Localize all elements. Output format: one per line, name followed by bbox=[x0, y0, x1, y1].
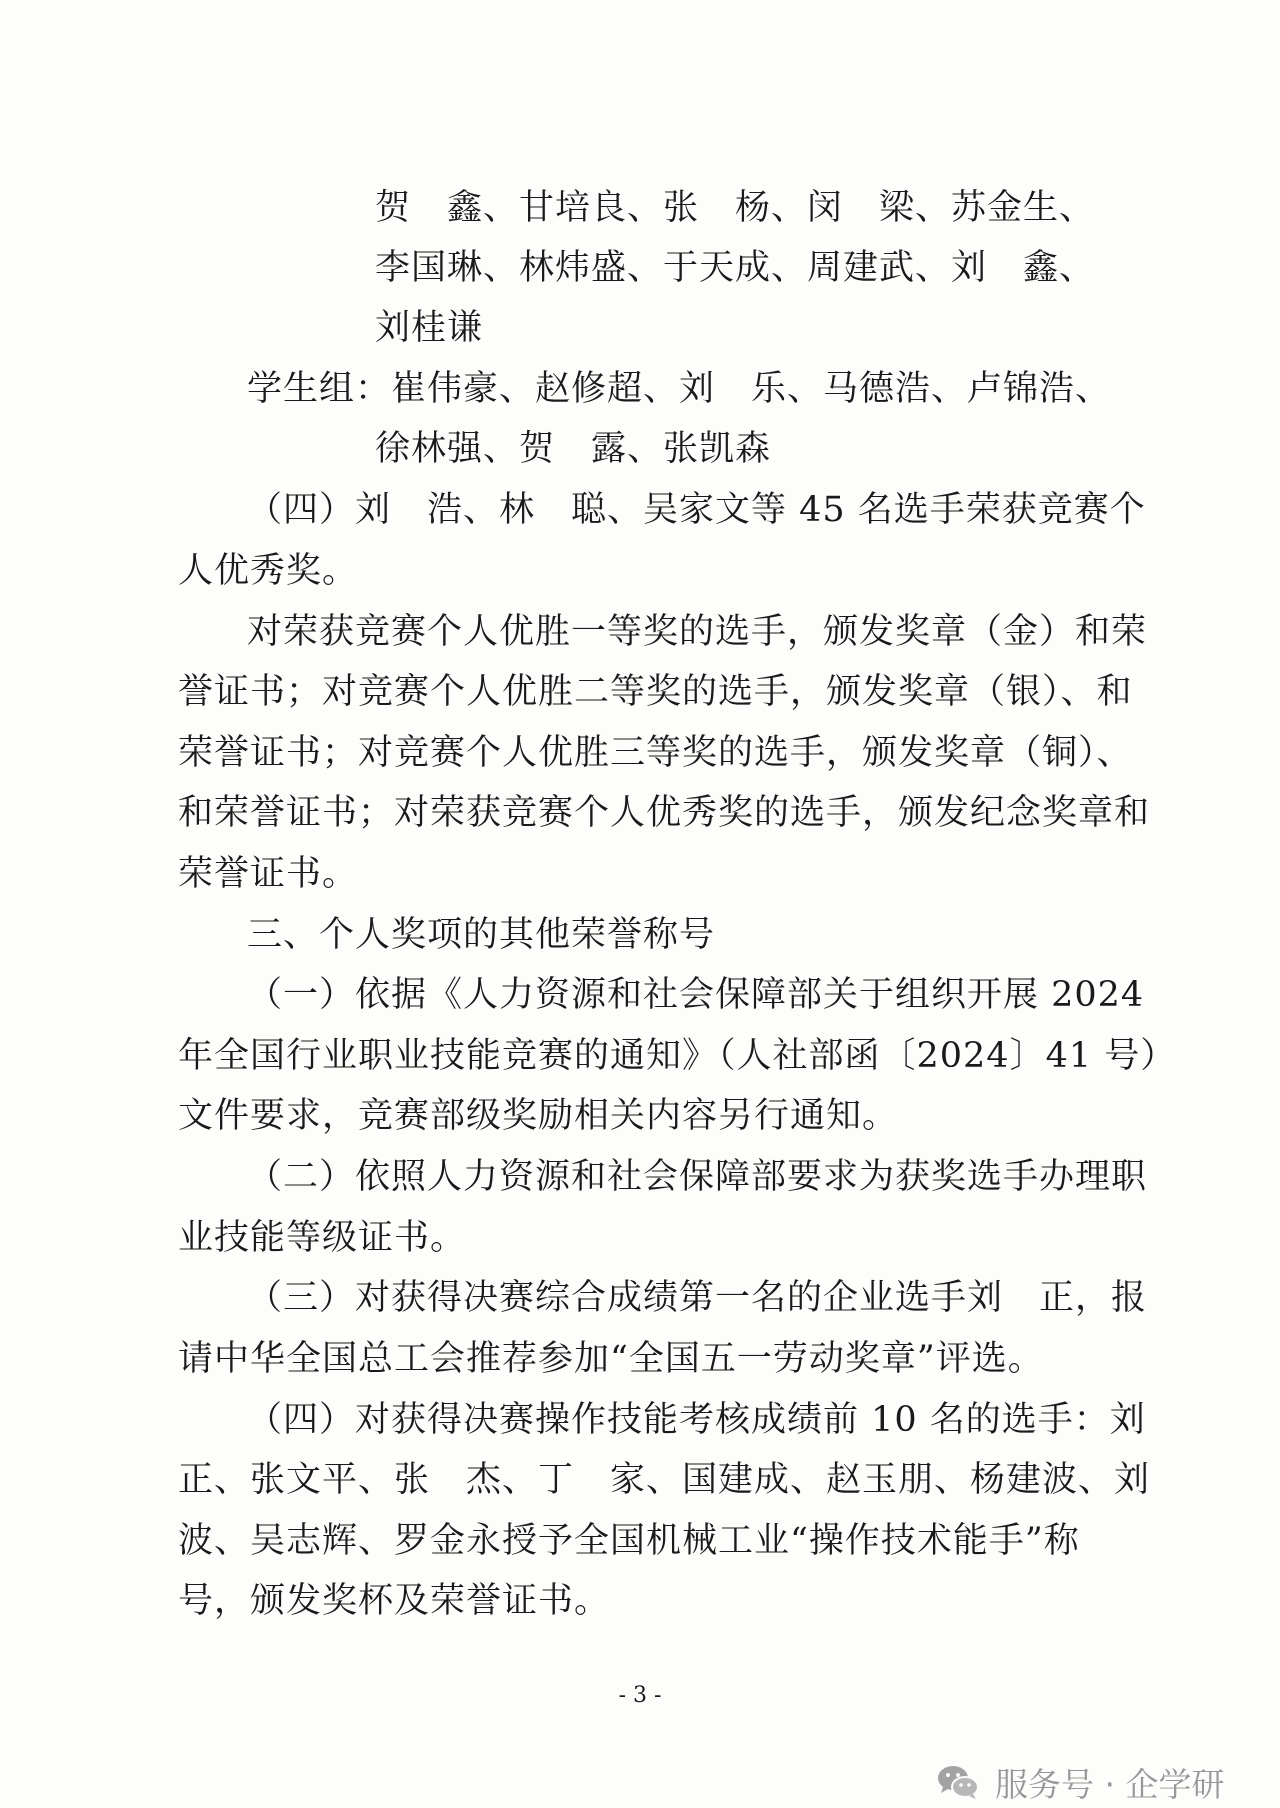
text-line: 荣誉证书；对竞赛个人优胜三等奖的选手，颁发奖章（铜）、 bbox=[178, 733, 1133, 773]
page-number: - 3 - bbox=[618, 1683, 662, 1708]
text-line: 请中华全国总工会推荐参加“全国五一劳动奖章”评选。 bbox=[178, 1339, 1044, 1379]
text-line: （一）依据《人力资源和社会保障部关于组织开展 2024 bbox=[247, 975, 1145, 1015]
text-line: 正、张文平、张 杰、丁 家、国建成、赵玉朋、杨建波、刘 bbox=[178, 1460, 1151, 1500]
text-line: （四）对获得决赛操作技能考核成绩前 10 名的选手：刘 bbox=[247, 1400, 1146, 1440]
text-line: 和荣誉证书；对荣获竞赛个人优秀奖的选手，颁发纪念奖章和 bbox=[178, 793, 1151, 833]
text-line: 号，颁发奖杯及荣誉证书。 bbox=[178, 1581, 611, 1621]
text-line: 人优秀奖。 bbox=[178, 551, 359, 591]
text-line: 学生组：崔伟豪、赵修超、刘 乐、马德浩、卢锦浩、 bbox=[247, 369, 1112, 409]
section-heading: 三、个人奖项的其他荣誉称号 bbox=[247, 915, 716, 955]
text-line: 誉证书；对竞赛个人优胜二等奖的选手，颁发奖章（银）、和 bbox=[178, 672, 1133, 712]
watermark-text: 服务号 · 企学研 bbox=[995, 1764, 1225, 1804]
text-line: 刘桂谦 bbox=[375, 308, 484, 348]
text-line: 徐林强、贺 露、张凯森 bbox=[375, 429, 772, 469]
text-line: 对荣获竞赛个人优胜一等奖的选手，颁发奖章（金）和荣 bbox=[247, 612, 1148, 652]
text-line: （四）刘 浩、林 聪、吴家文等 45 名选手荣获竞赛个 bbox=[247, 490, 1146, 530]
text-line: （三）对获得决赛综合成绩第一名的企业选手刘 正，报 bbox=[247, 1278, 1148, 1318]
text-line: 年全国行业职业技能竞赛的通知》（人社部函〔2024〕41 号） bbox=[178, 1036, 1177, 1076]
wechat-icon bbox=[935, 1763, 981, 1801]
text-line: 文件要求，竞赛部级奖励相关内容另行通知。 bbox=[178, 1096, 899, 1136]
watermark bbox=[935, 1762, 1224, 1802]
text-line: 波、吴志辉、罗金永授予全国机械工业“操作技术能手”称 bbox=[178, 1521, 1080, 1561]
text-line: （二）依照人力资源和社会保障部要求为获奖选手办理职 bbox=[247, 1157, 1148, 1197]
text-line: 荣誉证书。 bbox=[178, 854, 359, 894]
text-line: 李国琳、林炜盛、于天成、周建武、刘 鑫、 bbox=[375, 248, 1096, 288]
text-line: 业技能等级证书。 bbox=[178, 1218, 467, 1258]
text-line: 贺 鑫、甘培良、张 杨、闵 梁、苏金生、 bbox=[375, 188, 1096, 228]
